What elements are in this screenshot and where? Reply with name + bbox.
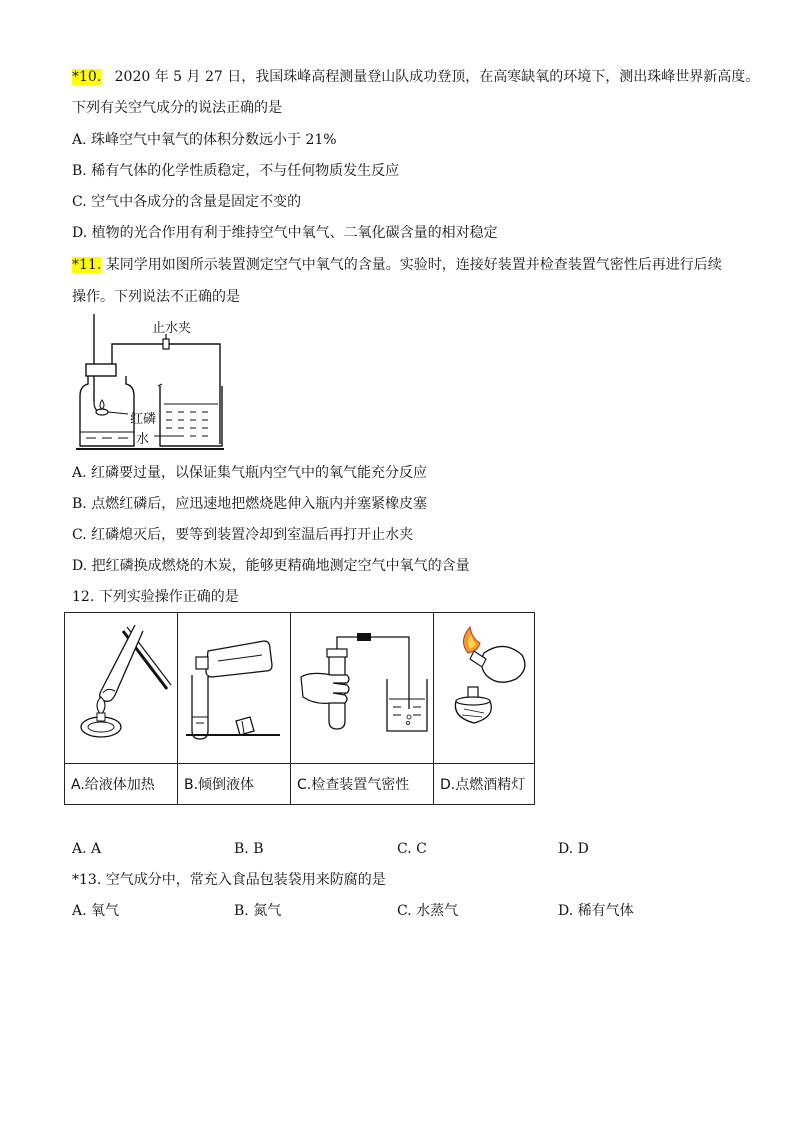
test-tube-heating-icon (65, 613, 177, 759)
q12-figure-a (65, 613, 178, 764)
q10-option-d: D. 植物的光合作用有利于维持空气中氧气、二氧化碳含量的相对稳定 (72, 225, 498, 241)
q13-option-d: D. 稀有气体 (558, 903, 634, 919)
q11-stem-line1 (72, 255, 722, 275)
q11-stem-text: 某同学用如图所示装置测定空气中氧气的含量。实验时，连接好装置并检查装置气密性后再进行后续 (105, 257, 722, 273)
q13-option-c: C. 水蒸气 (397, 903, 459, 919)
q10-option-b: B. 稀有气体的化学性质稳定，不与任何物质发生反应 (72, 163, 400, 179)
q11-stem-line2: 操作。下列说法不正确的是 (72, 289, 240, 305)
q10-option-a: A. 珠峰空气中氧气的体积分数远小于 21% (72, 132, 337, 148)
q13-stem: *13. 空气成分中，常充入食品包装袋用来防腐的是 (72, 872, 386, 888)
q10-stem-line1 (72, 67, 759, 87)
pour-liquid-icon (178, 613, 290, 759)
q10-stem-text: 2020 年 5 月 27 日，我国珠峰高程测量登山队成功登顶，在高寒缺氧的环境下，测出珠峰世界新高度。 (114, 69, 760, 85)
q12-caption-c: C.检查装置气密性 (291, 764, 434, 805)
q10-number: *10. (72, 69, 102, 85)
q12-figure-d (434, 613, 535, 764)
airtightness-check-icon (291, 613, 433, 759)
q12-caption-b: B.倾倒液体 (178, 764, 291, 805)
q13-option-b: B. 氮气 (234, 903, 282, 919)
q11-label-clamp: 止水夹 (152, 321, 192, 336)
q12-answer-a: A. A (72, 841, 102, 857)
q11-option-a: A. 红磷要过量，以保证集气瓶内空气中的氧气能充分反应 (72, 465, 428, 481)
q12-caption-d: D.点燃酒精灯 (434, 764, 535, 805)
q12-figure-b (178, 613, 291, 764)
alcohol-lamp-lighting-icon (434, 613, 534, 759)
q11-option-c: C. 红磷熄灭后，要等到装置冷却到室温后再打开止水夹 (72, 527, 414, 543)
q12-answer-b: B. B (234, 841, 264, 857)
q13-option-a: A. 氧气 (72, 903, 120, 919)
q12-answer-d: D. D (558, 841, 589, 857)
q11-option-b: B. 点燃红磷后，应迅速地把燃烧匙伸入瓶内并塞紧橡皮塞 (72, 496, 428, 512)
q11-label-water: 水 (136, 432, 150, 447)
q11-number: *11. (72, 257, 102, 273)
q11-label-phosphorus: 红磷 (130, 412, 157, 427)
q10-option-c: C. 空气中各成分的含量是固定不变的 (72, 194, 302, 210)
q11-option-d: D. 把红磷换成燃烧的木炭，能够更精确地测定空气中氧气的含量 (72, 558, 470, 574)
q12-figure-table (64, 612, 535, 805)
q12-figure-c (291, 613, 434, 764)
q12-caption-a: A.给液体加热 (65, 764, 178, 805)
q12-answer-c: C. C (397, 841, 427, 857)
q12-stem: 12. 下列实验操作正确的是 (72, 589, 239, 605)
q10-stem-line2: 下列有关空气成分的说法正确的是 (72, 100, 282, 116)
